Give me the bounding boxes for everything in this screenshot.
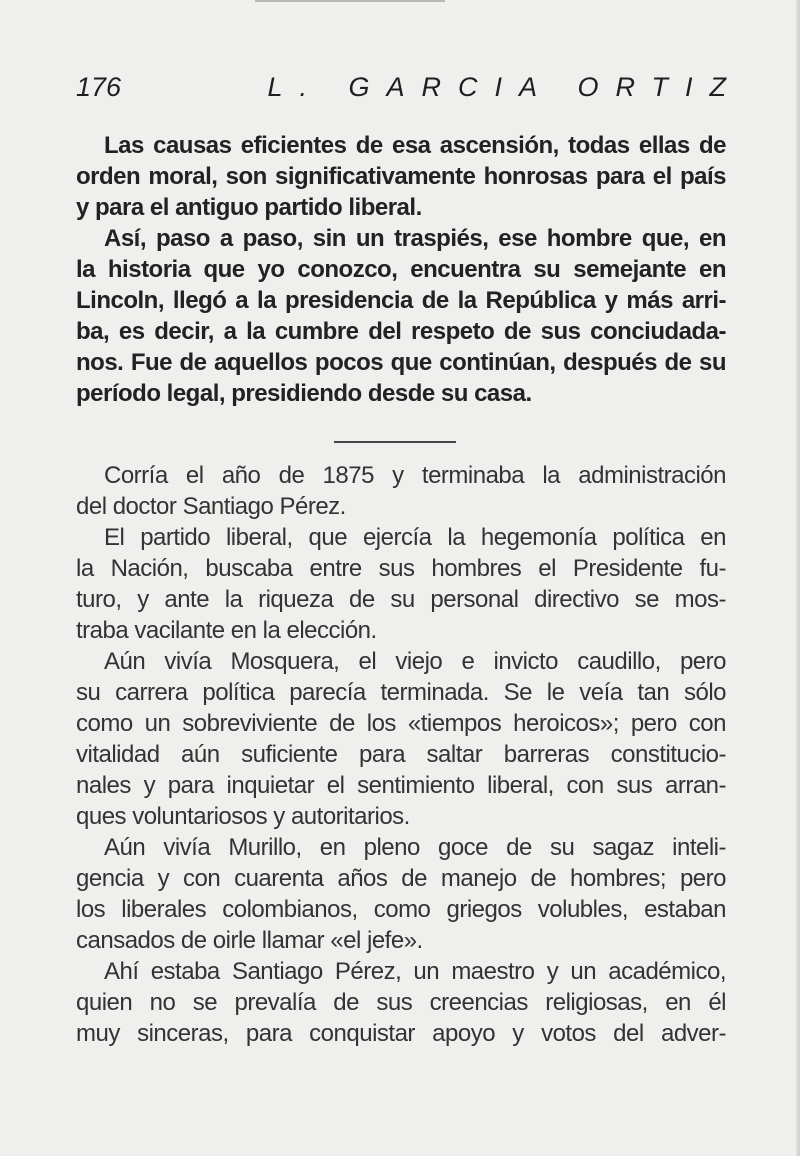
text-line: y para el antiguo partido liberal. (76, 194, 422, 221)
page-edge-shadow (796, 0, 800, 1156)
text-line: turo, y ante la riqueza de su personal directivo se mos- (76, 586, 726, 613)
text-line: Aún vivía Murillo, en pleno goce de su sagaz inteli- (104, 834, 726, 861)
text-line: gencia y con cuarenta años de manejo de hombres; pero (76, 865, 726, 892)
text-line: la Nación, buscaba entre sus hombres el Presidente fu- (76, 555, 726, 582)
text-line: traba vacilante en la elección. (76, 617, 377, 644)
text-line: ba, es decir, a la cumbre del respeto de sus conciudada- (76, 318, 726, 345)
body-text-section-two (76, 460, 726, 1049)
text-line: nales y para inquietar el sentimiento liberal, con sus arran- (76, 772, 726, 799)
text-line: quien no se prevalía de sus creencias religiosas, en él (76, 989, 726, 1016)
text-line: como un sobreviviente de los «tiempos heroicos»; pero con (76, 710, 726, 737)
page-header (76, 72, 743, 112)
running-head-author: L. GARCIA ORTIZ (267, 72, 743, 102)
text-line: su carrera política parecía terminada. Se le veía tan sólo (76, 679, 726, 706)
text-line: Las causas eficientes de esa ascensión, todas ellas de (104, 132, 726, 159)
text-line: cansados de oirle llamar «el jefe». (76, 927, 423, 954)
text-line: período legal, presidiendo desde su casa. (76, 380, 532, 407)
body-text-section-one (76, 130, 726, 409)
text-line: del doctor Santiago Pérez. (76, 493, 346, 520)
text-line: Así, paso a paso, sin un traspiés, ese hombre que, en (104, 225, 726, 252)
scan-edge-mark (255, 0, 445, 2)
text-line: ques voluntariosos y autoritarios. (76, 803, 410, 830)
text-line: vitalidad aún suficiente para saltar barreras constitucio- (76, 741, 726, 768)
text-line: Ahí estaba Santiago Pérez, un maestro y un académico, (104, 958, 726, 985)
text-line: orden moral, son significativamente honrosas para el país (76, 163, 726, 190)
text-line: El partido liberal, que ejercía la hegemonía política en (104, 524, 726, 551)
page-number: 176 (76, 72, 122, 102)
section-divider (334, 441, 456, 443)
text-line: Lincoln, llegó a la presidencia de la República y más arri- (76, 287, 726, 314)
text-line: muy sinceras, para conquistar apoyo y votos del adver- (76, 1020, 726, 1047)
text-line: Aún vivía Mosquera, el viejo e invicto caudillo, pero (104, 648, 726, 675)
text-line: la historia que yo conozco, encuentra su semejante en (76, 256, 726, 283)
text-line: nos. Fue de aquellos pocos que continúan, después de su (76, 349, 726, 376)
text-line: Corría el año de 1875 y terminaba la administración (104, 462, 726, 489)
text-line: los liberales colombianos, como griegos volubles, estaban (76, 896, 726, 923)
